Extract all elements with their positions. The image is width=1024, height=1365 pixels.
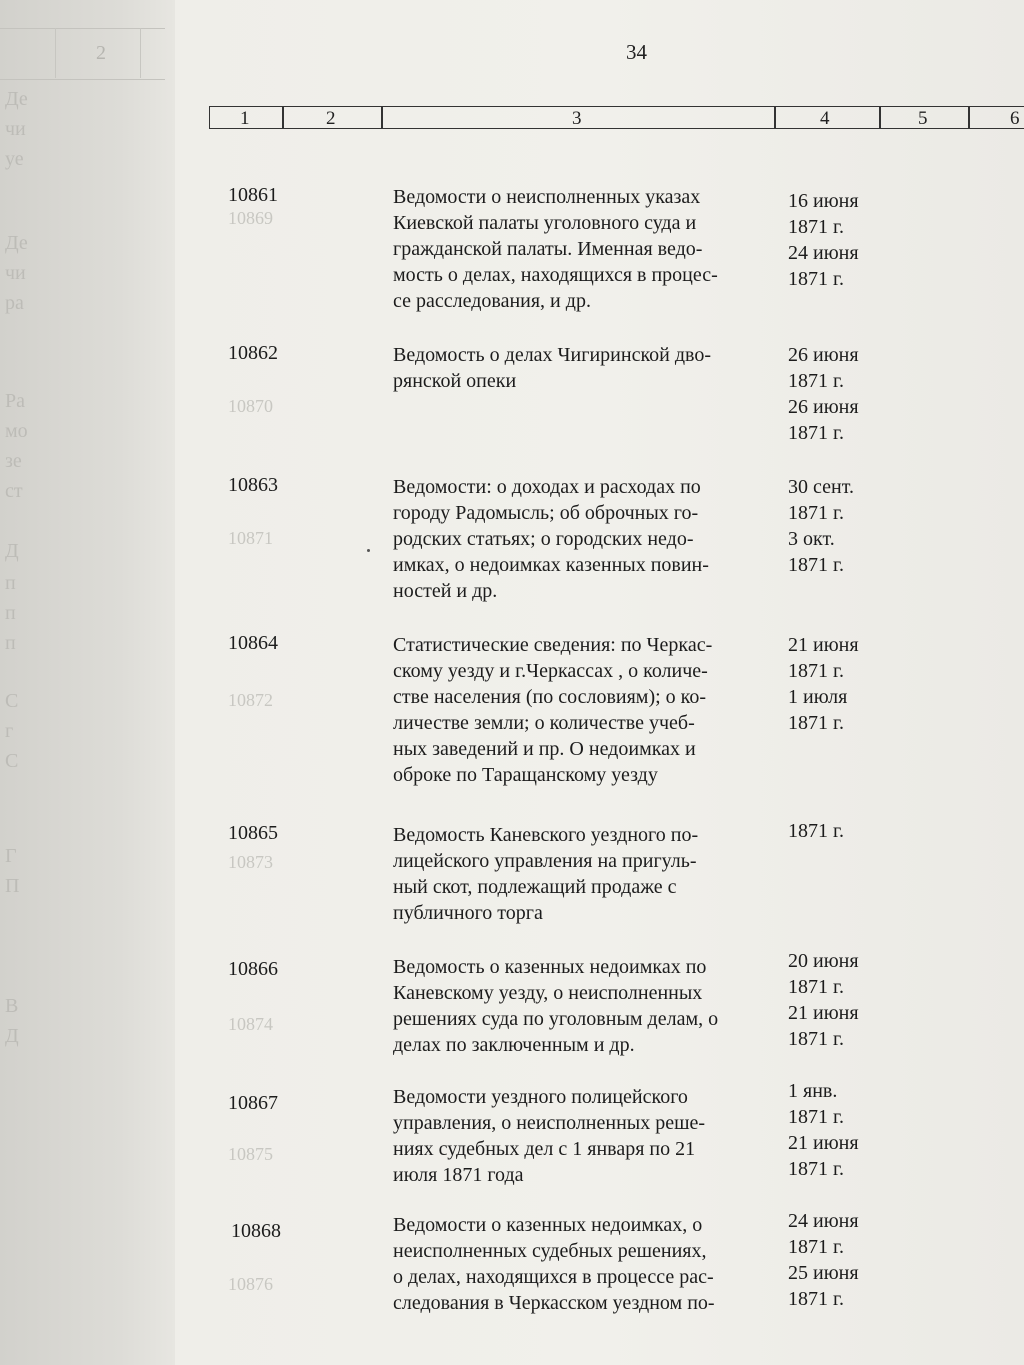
column-separator bbox=[879, 106, 881, 129]
entry-description bbox=[393, 1212, 773, 1316]
description-line: Киевской палаты уголовного суда и bbox=[393, 212, 697, 234]
description-line: лицейского управления на пригуль- bbox=[393, 850, 697, 872]
bleedthrough-number: 10871 bbox=[228, 528, 273, 548]
previous-page-header-separator bbox=[140, 28, 141, 78]
date-line: 1871 г. bbox=[788, 820, 844, 842]
date-line: 24 июня bbox=[788, 242, 859, 264]
date-line: 1871 г. bbox=[788, 660, 844, 682]
entry-dates bbox=[788, 948, 888, 1052]
description-line: мость о делах, находящихся в процес- bbox=[393, 264, 718, 286]
description-line: Ведомости о казенных недоимках, о bbox=[393, 1214, 703, 1236]
date-line: 21 июня bbox=[788, 1132, 859, 1154]
page-number: 34 bbox=[626, 40, 647, 64]
description-line: Каневскому уезду, о неисполненных bbox=[393, 982, 703, 1004]
description-line: Ведомости: о доходах и расходах по bbox=[393, 476, 701, 498]
bleedthrough-number: 10870 bbox=[228, 396, 273, 416]
date-line: 1871 г. bbox=[788, 554, 844, 576]
date-line: 24 июня bbox=[788, 1210, 859, 1232]
prev-margin-text: С bbox=[5, 750, 19, 772]
date-line: 1871 г. bbox=[788, 502, 844, 524]
date-line: 1871 г. bbox=[788, 1028, 844, 1050]
column-header-6: 6 bbox=[1010, 108, 1020, 129]
prev-margin-text: Де bbox=[5, 232, 28, 254]
entry-dates bbox=[788, 1208, 888, 1312]
prev-margin-text: ст bbox=[5, 480, 23, 502]
column-header-5: 5 bbox=[918, 108, 928, 129]
date-line: 1 янв. bbox=[788, 1080, 838, 1102]
description-line: управления, о неисполненных реше- bbox=[393, 1112, 706, 1134]
prev-margin-text: мо bbox=[5, 420, 28, 442]
column-header-2: 2 bbox=[326, 108, 336, 129]
description-line: оброке по Таращанскому уезду bbox=[393, 764, 658, 786]
entry-dates bbox=[788, 1078, 888, 1182]
date-line: 1 июля bbox=[788, 686, 848, 708]
prev-margin-text: чи bbox=[5, 118, 26, 140]
date-line: 1871 г. bbox=[788, 1106, 844, 1128]
description-line: Ведомости о неисполненных указах bbox=[393, 186, 701, 208]
date-line: 1871 г. bbox=[788, 370, 844, 392]
previous-page-header-separator bbox=[55, 28, 56, 78]
date-line: 26 июня bbox=[788, 344, 859, 366]
description-line: неисполненных судебных решениях, bbox=[393, 1240, 707, 1262]
description-line: ностей и др. bbox=[393, 580, 498, 602]
entry-dates bbox=[788, 474, 888, 578]
entry-id: 10868 bbox=[231, 1220, 281, 1242]
description-line: Ведомость Каневского уездного по- bbox=[393, 824, 699, 846]
bleedthrough-number: 10876 bbox=[228, 1274, 273, 1294]
description-line: о делах, находящихся в процессе рас- bbox=[393, 1266, 714, 1288]
description-line: Ведомость о делах Чигиринской дво- bbox=[393, 344, 711, 366]
entry-description bbox=[393, 954, 773, 1058]
prev-margin-text: п bbox=[5, 632, 16, 654]
description-line: делах по заключенным и др. bbox=[393, 1034, 635, 1056]
prev-margin-text: Де bbox=[5, 88, 28, 110]
bleedthrough-number: 10873 bbox=[228, 852, 273, 872]
date-line: 3 окт. bbox=[788, 528, 835, 550]
entry-dates bbox=[788, 818, 888, 844]
date-line: 25 июня bbox=[788, 1262, 859, 1284]
entry-id: 10861 bbox=[228, 184, 278, 206]
date-line: 1871 г. bbox=[788, 1158, 844, 1180]
description-line: личестве земли; о количестве учеб- bbox=[393, 712, 695, 734]
bleedthrough-number: 10875 bbox=[228, 1144, 273, 1164]
description-line: родских статьях; о городских недо- bbox=[393, 528, 694, 550]
date-line: 1871 г. bbox=[788, 268, 844, 290]
description-line: решениях суда по уголовным делам, о bbox=[393, 1008, 719, 1030]
previous-page-edge bbox=[0, 0, 175, 1365]
previous-page-header-col2: 2 bbox=[96, 42, 106, 64]
column-separator bbox=[968, 106, 970, 129]
description-line: ниях судебных дел с 1 января по 21 bbox=[393, 1138, 696, 1160]
column-separator bbox=[282, 106, 284, 129]
date-line: 1871 г. bbox=[788, 1288, 844, 1310]
prev-margin-text: ра bbox=[5, 292, 24, 314]
entry-id: 10865 bbox=[228, 822, 278, 844]
date-line: 21 июня bbox=[788, 1002, 859, 1024]
description-line: ный скот, подлежащий продаже с bbox=[393, 876, 677, 898]
column-separator bbox=[774, 106, 776, 129]
entry-description bbox=[393, 184, 773, 314]
date-line: 1871 г. bbox=[788, 976, 844, 998]
entry-dates bbox=[788, 188, 888, 292]
prev-margin-text: Г bbox=[5, 845, 17, 867]
entry-id: 10862 bbox=[228, 342, 278, 364]
prev-margin-text: П bbox=[5, 875, 20, 897]
date-line: 1871 г. bbox=[788, 422, 844, 444]
prev-margin-text: В bbox=[5, 995, 19, 1017]
entry-description bbox=[393, 632, 773, 788]
date-line: 1871 г. bbox=[788, 712, 844, 734]
entry-description bbox=[393, 474, 773, 604]
date-line: 20 июня bbox=[788, 950, 859, 972]
description-line: Статистические сведения: по Черкас- bbox=[393, 634, 713, 656]
column-header-4: 4 bbox=[820, 108, 830, 129]
description-line: стве населения (по сословиям); о ко- bbox=[393, 686, 707, 708]
entry-dates bbox=[788, 342, 888, 446]
entry-id: 10863 bbox=[228, 474, 278, 496]
entry-id: 10864 bbox=[228, 632, 278, 654]
column-separator bbox=[381, 106, 383, 129]
prev-margin-text: уе bbox=[5, 148, 24, 170]
ink-dot bbox=[367, 549, 370, 552]
entry-description bbox=[393, 342, 773, 394]
description-line: следования в Черкасском уездном по- bbox=[393, 1292, 715, 1314]
entry-dates bbox=[788, 632, 888, 736]
bleedthrough-number: 10874 bbox=[228, 1014, 273, 1034]
description-line: Ведомость о казенных недоимках по bbox=[393, 956, 707, 978]
prev-margin-text: чи bbox=[5, 262, 26, 284]
prev-margin-text: п bbox=[5, 602, 16, 624]
description-line: рянской опеки bbox=[393, 370, 517, 392]
prev-margin-text: п bbox=[5, 572, 16, 594]
date-line: 30 сент. bbox=[788, 476, 854, 498]
prev-margin-text: Ра bbox=[5, 390, 25, 412]
description-line: Ведомости уездного полицейского bbox=[393, 1086, 688, 1108]
entry-id: 10867 bbox=[228, 1092, 278, 1114]
date-line: 1871 г. bbox=[788, 216, 844, 238]
description-line: городу Радомысль; об оброчных го- bbox=[393, 502, 699, 524]
entry-description bbox=[393, 1084, 773, 1188]
column-header-3: 3 bbox=[572, 108, 582, 129]
prev-margin-text: С bbox=[5, 690, 19, 712]
date-line: 21 июня bbox=[788, 634, 859, 656]
prev-margin-text: Д bbox=[5, 1025, 19, 1047]
description-line: гражданской палаты. Именная ведо- bbox=[393, 238, 703, 260]
description-line: июля 1871 года bbox=[393, 1164, 524, 1186]
prev-margin-text: зе bbox=[5, 450, 22, 472]
column-header-1: 1 bbox=[240, 108, 250, 129]
description-line: скому уезду и г.Черкассах , о количе- bbox=[393, 660, 708, 682]
entry-id: 10866 bbox=[228, 958, 278, 980]
bleedthrough-number: 10872 bbox=[228, 690, 273, 710]
description-line: ных заведений и пр. О недоимках и bbox=[393, 738, 696, 760]
description-line: имках, о недоимках казенных повин- bbox=[393, 554, 709, 576]
bleedthrough-number: 10869 bbox=[228, 208, 273, 228]
prev-margin-text: Д bbox=[5, 540, 19, 562]
entry-description bbox=[393, 822, 773, 926]
date-line: 26 июня bbox=[788, 396, 859, 418]
description-line: се расследования, и др. bbox=[393, 290, 591, 312]
prev-margin-text: г bbox=[5, 720, 14, 742]
date-line: 16 июня bbox=[788, 190, 859, 212]
description-line: публичного торга bbox=[393, 902, 543, 924]
date-line: 1871 г. bbox=[788, 1236, 844, 1258]
